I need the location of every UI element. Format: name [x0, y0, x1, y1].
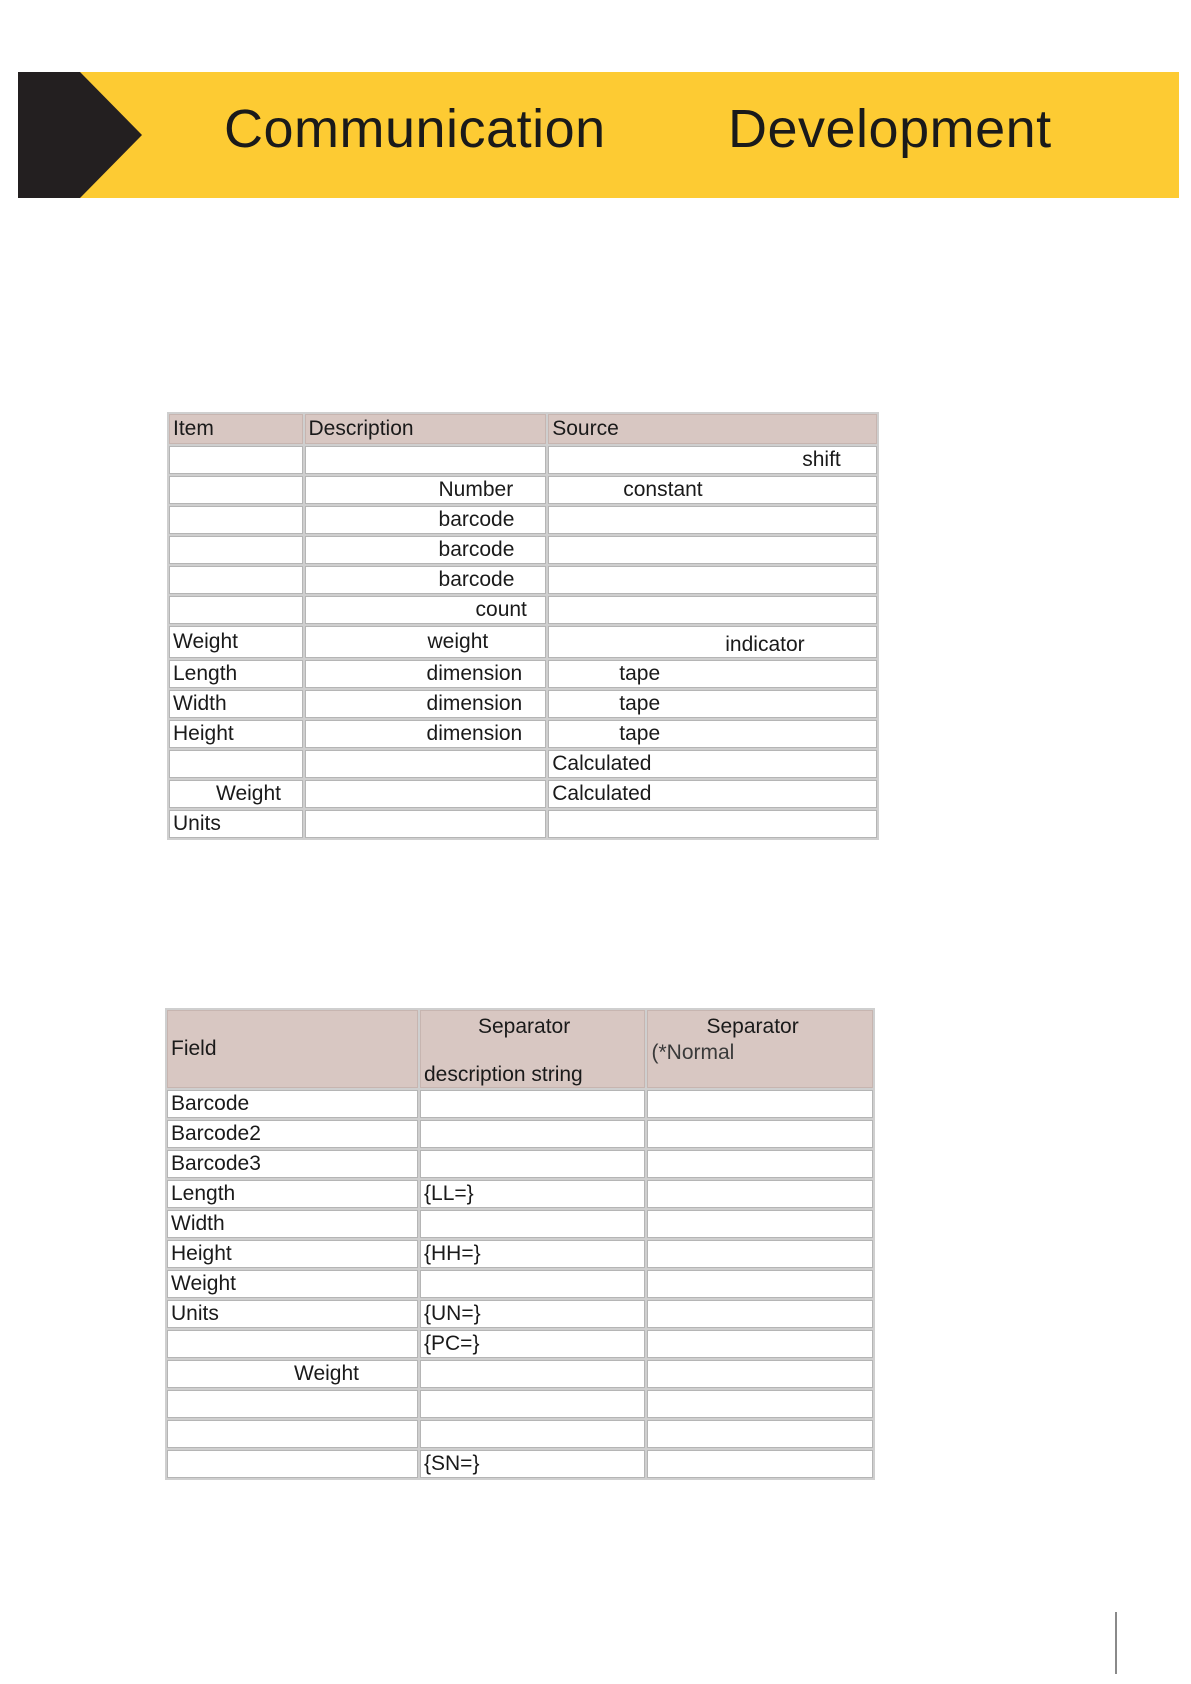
table-row: [169, 810, 877, 838]
cell-field: Barcode: [167, 1090, 418, 1118]
table-row: [169, 626, 877, 658]
table-row: [169, 506, 877, 534]
cell-field: [167, 1390, 418, 1418]
cell-source: tape: [548, 690, 877, 718]
cell-normal: [647, 1240, 873, 1268]
header-title-right: Development: [728, 99, 1052, 159]
table-row: [167, 1420, 873, 1448]
cell-item: [169, 506, 303, 534]
table-row: [167, 1330, 873, 1358]
cell-source: indicator: [548, 626, 877, 658]
cell-separator: [420, 1120, 645, 1148]
cell-source: Calculated: [548, 750, 877, 778]
header-field-label: Field: [171, 1037, 217, 1060]
cell-field: Weight: [167, 1360, 418, 1388]
cell-source: [548, 596, 877, 624]
cell-separator: [420, 1210, 645, 1238]
cell-normal: [647, 1120, 873, 1148]
table-row: [169, 780, 877, 808]
cell-normal: [647, 1150, 873, 1178]
cell-description: [305, 780, 547, 808]
cell-normal: [647, 1180, 873, 1208]
cell-source: [548, 810, 877, 838]
table-row: [169, 720, 877, 748]
cell-source: tape: [548, 720, 877, 748]
cell-field: Width: [167, 1210, 418, 1238]
item-source-table: [167, 412, 879, 840]
cell-normal: [647, 1210, 873, 1238]
table-row: [167, 1390, 873, 1418]
table-row: [169, 750, 877, 778]
cell-field: Height: [167, 1240, 418, 1268]
table-row: [169, 536, 877, 564]
header-description-label: description string: [424, 1063, 583, 1086]
cell-field: Weight: [167, 1270, 418, 1298]
cell-item: [169, 596, 303, 624]
cell-source: Calculated: [548, 780, 877, 808]
table-row: [167, 1150, 873, 1178]
cell-normal: [647, 1390, 873, 1418]
cell-item: Weight: [169, 626, 303, 658]
table-row: [167, 1450, 873, 1478]
cell-source: constant: [548, 476, 877, 504]
header-cell-field: [167, 1010, 418, 1088]
cell-separator: {PC=}: [420, 1330, 645, 1358]
table-row: [167, 1360, 873, 1388]
cell-description: [305, 446, 547, 474]
cell-normal: [647, 1270, 873, 1298]
cell-description: barcode: [305, 566, 547, 594]
table-row: [169, 446, 877, 474]
arrow-icon: [18, 72, 142, 198]
cell-field: [167, 1330, 418, 1358]
cell-source: shift: [548, 446, 877, 474]
header-cell-separator-normal: [647, 1010, 873, 1088]
cell-normal: [647, 1300, 873, 1328]
cell-separator: {SN=}: [420, 1450, 645, 1478]
cell-normal: [647, 1330, 873, 1358]
header-cell-source: Source: [548, 414, 877, 444]
cell-item: Length: [169, 660, 303, 688]
cell-normal: [647, 1090, 873, 1118]
table-row: [169, 660, 877, 688]
cell-item: [169, 476, 303, 504]
cell-item: Weight: [169, 780, 303, 808]
cell-description: Number: [305, 476, 547, 504]
header-normal-label: (*Normal: [651, 1041, 735, 1064]
cell-item: [169, 566, 303, 594]
cell-separator: [420, 1090, 645, 1118]
cell-separator: [420, 1360, 645, 1388]
cell-source: tape: [548, 660, 877, 688]
cell-field: Barcode3: [167, 1150, 418, 1178]
cell-field: Units: [167, 1300, 418, 1328]
cell-normal: [647, 1450, 873, 1478]
cell-separator: {HH=}: [420, 1240, 645, 1268]
table-row: [167, 1180, 873, 1208]
cell-separator: [420, 1390, 645, 1418]
table-row: [169, 566, 877, 594]
cell-description: dimension: [305, 690, 547, 718]
cell-field: Barcode2: [167, 1120, 418, 1148]
header-cell-description: Description: [305, 414, 547, 444]
table-row: [169, 596, 877, 624]
cell-description: dimension: [305, 720, 547, 748]
table-row: [167, 1090, 873, 1118]
cell-description: count: [305, 596, 547, 624]
cell-description: dimension: [305, 660, 547, 688]
table-header-row: [167, 1010, 873, 1088]
cell-description: [305, 810, 547, 838]
cell-item: Height: [169, 720, 303, 748]
cell-field: Length: [167, 1180, 418, 1208]
cell-normal: [647, 1360, 873, 1388]
cell-item: Width: [169, 690, 303, 718]
table-header-row: [169, 414, 877, 444]
header-separator-label: Separator: [478, 1015, 571, 1038]
cell-field: [167, 1450, 418, 1478]
cell-normal: [647, 1420, 873, 1448]
table-row: [169, 690, 877, 718]
header-cell-item: Item: [169, 414, 303, 444]
table-row: [167, 1240, 873, 1268]
cell-separator: {LL=}: [420, 1180, 645, 1208]
header-separator-label: Separator: [706, 1015, 799, 1038]
cell-separator: [420, 1420, 645, 1448]
cell-field: [167, 1420, 418, 1448]
table-row: [167, 1270, 873, 1298]
cell-description: barcode: [305, 506, 547, 534]
page-edge-rule: [1115, 1612, 1117, 1674]
cell-description: weight: [305, 626, 547, 658]
cell-source: [548, 566, 877, 594]
cell-separator: {UN=}: [420, 1300, 645, 1328]
cell-item: Units: [169, 810, 303, 838]
header-banner: [18, 72, 1179, 198]
cell-item: [169, 750, 303, 778]
table-row: [167, 1120, 873, 1148]
cell-item: [169, 536, 303, 564]
table-row: [167, 1300, 873, 1328]
field-separator-table: [165, 1008, 875, 1480]
cell-separator: [420, 1150, 645, 1178]
table-row: [167, 1210, 873, 1238]
cell-separator: [420, 1270, 645, 1298]
cell-source: [548, 536, 877, 564]
cell-source: [548, 506, 877, 534]
table-row: [169, 476, 877, 504]
cell-item: [169, 446, 303, 474]
cell-description: [305, 750, 547, 778]
cell-description: barcode: [305, 536, 547, 564]
header-cell-separator: [420, 1010, 645, 1088]
header-title-left: Communication: [224, 99, 606, 159]
